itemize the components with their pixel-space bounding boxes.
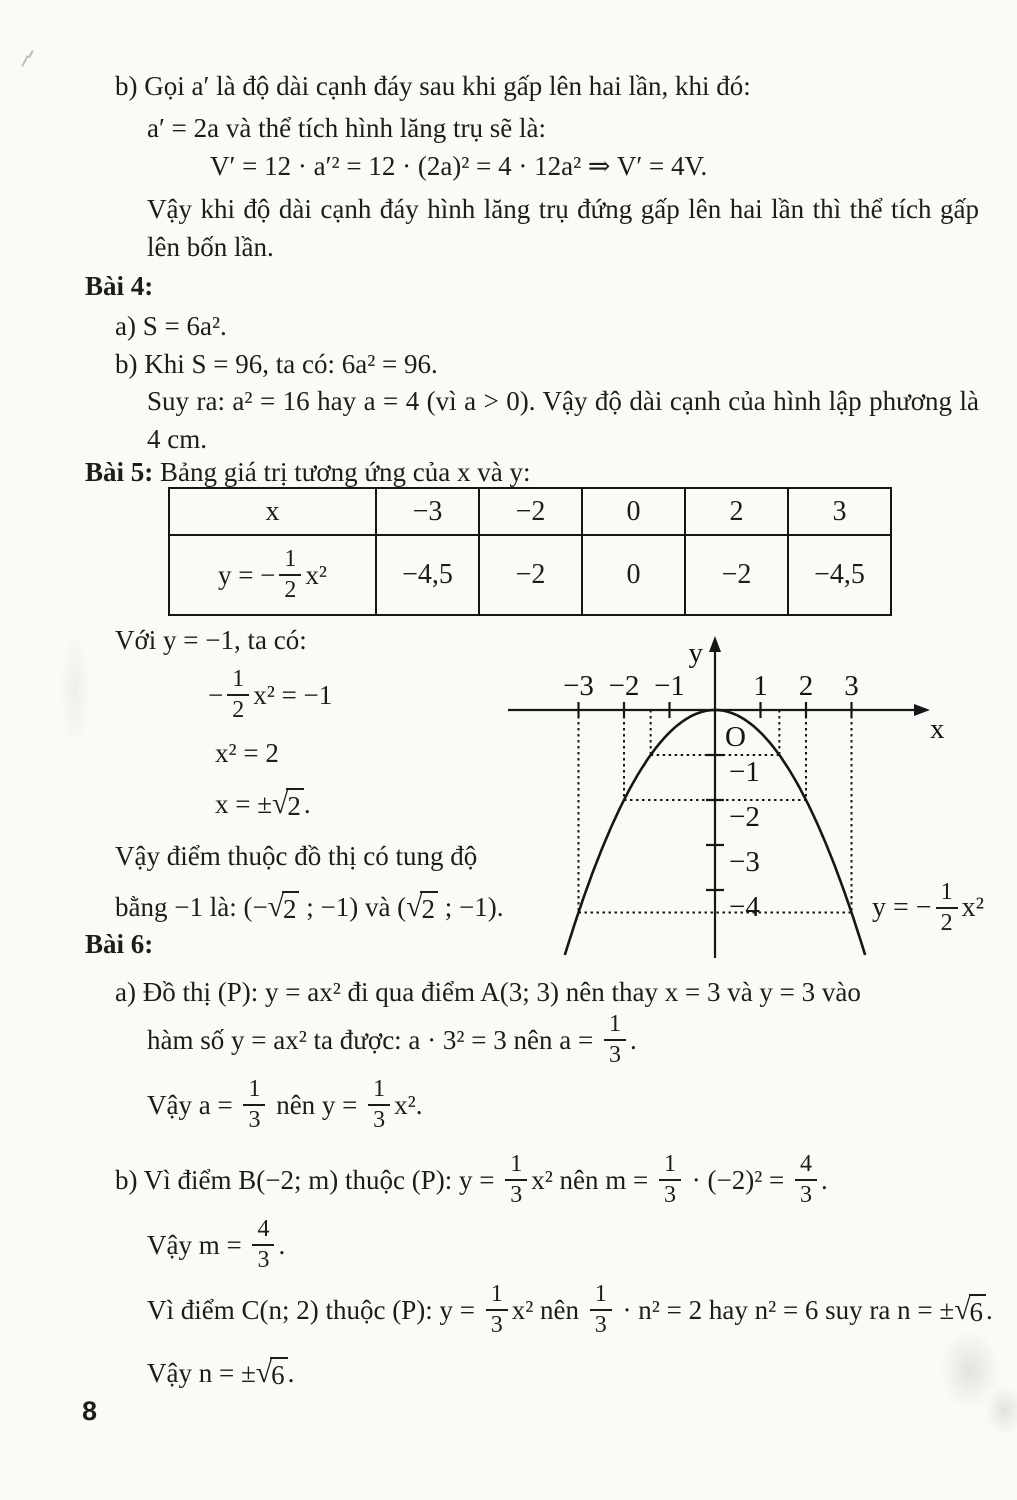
y-value-cell: −4,5: [788, 535, 891, 615]
text: nên y =: [269, 1089, 365, 1120]
fraction: [590, 1282, 612, 1338]
svg-text:2: 2: [798, 670, 814, 702]
numerator: 1: [284, 545, 297, 572]
numerator: 4: [800, 1150, 813, 1177]
text: b) Vì điểm B(−2; m) thuộc (P): y =: [115, 1164, 502, 1195]
numerator: 1: [232, 665, 245, 692]
text: · (−2)² =: [685, 1164, 792, 1195]
fraction: [659, 1152, 681, 1208]
fraction: [936, 880, 958, 936]
radicand: 2: [282, 891, 300, 923]
exercise-6-a2: [147, 1007, 637, 1073]
text: Vì điểm C(n; 2) thuộc (P): y =: [147, 1294, 482, 1325]
fraction: [486, 1282, 508, 1338]
svg-text:−2: −2: [608, 670, 640, 702]
solution-line-b3-formula: [210, 146, 707, 186]
denominator: 2: [936, 907, 958, 936]
svg-text:−3: −3: [563, 670, 594, 702]
text: x = ±: [215, 788, 273, 819]
text: x² nên m =: [531, 1164, 655, 1195]
exercise-6-heading: [85, 924, 153, 964]
denominator: 3: [795, 1179, 817, 1208]
text: ; −1) và (: [299, 891, 407, 922]
text: Vậy m =: [147, 1229, 249, 1260]
text: b) Khi S = 96, ta có: 6a² = 96.: [115, 348, 438, 379]
text: .: [303, 788, 311, 819]
text: y = −: [217, 559, 276, 590]
text: Vậy a =: [147, 1089, 240, 1120]
square-root: [406, 891, 438, 923]
svg-text:1: 1: [753, 670, 768, 702]
svg-text:3: 3: [844, 670, 859, 702]
x-value-cell: −2: [479, 488, 582, 535]
equation-2: [215, 733, 279, 773]
x-value-cell: 0: [582, 488, 685, 535]
table-row-x: [169, 488, 891, 535]
text: b) Gọi a′ là độ dài cạnh đáy sau khi gấp lên hai lần, khi đó:: [115, 70, 751, 101]
denominator: 3: [659, 1179, 681, 1208]
denominator: 3: [604, 1039, 626, 1068]
denominator: 3: [252, 1244, 274, 1273]
x-value-cell: −3: [376, 488, 479, 535]
denominator: 3: [368, 1104, 390, 1133]
square-root: [268, 891, 300, 923]
text: Vậy điểm thuộc đồ thị có tung độ: [115, 840, 478, 871]
conclusion-line-1: [115, 836, 477, 876]
denominator: 3: [243, 1104, 265, 1133]
solution-line-b2: [147, 108, 546, 148]
numerator: 1: [248, 1075, 261, 1102]
denominator: 3: [505, 1179, 527, 1208]
denominator: 2: [279, 574, 301, 603]
exercise-6-b4: [147, 1350, 294, 1396]
exercise-4-conclusion: Suy ra: a² = 16 hay a = 4 (vì a > 0). Vậy độ dài cạnh của hình lập phương là 4 cm.: [147, 386, 979, 454]
scan-smudge: [985, 1385, 1017, 1435]
text: x² nên: [511, 1294, 586, 1325]
radicand: 2: [420, 891, 438, 923]
denominator: 3: [590, 1309, 612, 1338]
table-row-y: [169, 535, 891, 615]
text: x² = 2: [215, 737, 279, 768]
exercise-4-a: [115, 306, 227, 346]
with-y-line: [115, 620, 307, 660]
y-value-cell: −2: [479, 535, 582, 615]
denominator: 3: [486, 1309, 508, 1338]
text: .: [986, 1294, 993, 1325]
text: a) S = 6a².: [115, 310, 227, 341]
exercise-6-b3: [147, 1277, 993, 1343]
y-value-cell: −4,5: [376, 535, 479, 615]
x-value-cell: 3: [788, 488, 891, 535]
denominator: 2: [227, 694, 249, 723]
heading-text: Bài 5:: [85, 456, 154, 487]
curve-equation-label: [872, 876, 984, 940]
numerator: 1: [608, 1010, 621, 1037]
fraction: [604, 1012, 626, 1068]
radical-sign: √: [255, 1356, 273, 1389]
numerator: 1: [510, 1150, 523, 1177]
heading-intro: Bảng giá trị tương ứng của x và y:: [153, 456, 531, 487]
text: .: [287, 1357, 295, 1388]
fraction: [227, 667, 249, 723]
radicand: 6: [969, 1294, 987, 1326]
y-function-cell: [169, 535, 376, 615]
heading-text: Bài 6:: [85, 928, 154, 959]
exercise-6-a1: [115, 972, 861, 1012]
numerator: 1: [664, 1150, 676, 1177]
exercise-4-heading: [85, 266, 153, 306]
value-table: [168, 487, 892, 616]
fraction: [252, 1217, 274, 1273]
text: x² = −1: [253, 679, 333, 710]
fraction: [505, 1152, 527, 1208]
radicand: 6: [270, 1357, 288, 1389]
page-number: 8: [82, 1396, 98, 1426]
square-root: [256, 1357, 288, 1389]
svg-text:−2: −2: [729, 801, 760, 833]
y-value-cell: 0: [582, 535, 685, 615]
numerator: 1: [490, 1280, 503, 1307]
numerator: 1: [373, 1075, 386, 1102]
exercise-6-a3: [147, 1072, 423, 1138]
square-root: [954, 1294, 986, 1326]
numerator: 1: [594, 1280, 607, 1307]
text: −: [208, 679, 224, 710]
svg-text:x: x: [930, 713, 945, 745]
text: Với y = −1, ta có:: [115, 624, 307, 655]
numerator: 4: [257, 1215, 270, 1242]
x-value-cell: 2: [685, 488, 788, 535]
exercise-5-heading: [85, 452, 531, 492]
svg-text:O: O: [725, 721, 746, 753]
text: ; −1).: [437, 891, 504, 922]
svg-text:−1: −1: [654, 670, 685, 702]
y-value-cell: −2: [685, 535, 788, 615]
solution-para-b4: Vậy khi độ dài cạnh đáy hình lăng trụ đứng gấp lên hai lần thì thể tích gấp lên bốn lần.: [147, 194, 979, 262]
svg-text:y: y: [688, 637, 703, 669]
equation-3: [215, 781, 311, 827]
radical-sign: √: [954, 1293, 971, 1326]
radical-sign: √: [267, 890, 284, 923]
solution-line-b1: [115, 66, 751, 106]
fraction: [795, 1152, 817, 1208]
scan-smudge: [60, 630, 90, 750]
text: Vậy n = ±: [147, 1357, 256, 1388]
text: hàm số y = ax² ta được: a · 3² = 3 nên a =: [147, 1024, 600, 1055]
exercise-6-b2: [147, 1212, 285, 1278]
exercise-6-b1: [115, 1147, 828, 1213]
svg-text:−3: −3: [729, 846, 760, 878]
text: · n² = 2 hay n² = 6 suy ra n = ±: [615, 1294, 955, 1325]
radical-sign: √: [406, 890, 423, 923]
formula-text: V′ = 12 · a′² = 12 · (2a)² = 4 · 12a² ⇒ V′ = 4V.: [210, 150, 708, 181]
fraction: [368, 1077, 390, 1133]
text: bằng −1 là: (−: [115, 891, 268, 922]
numerator: 1: [940, 878, 953, 905]
svg-text:−4: −4: [729, 891, 760, 923]
text: x²: [961, 892, 984, 923]
conclusion-line-2: [115, 884, 503, 930]
svg-text:−1: −1: [729, 756, 760, 788]
text: .: [278, 1229, 286, 1260]
radicand: 2: [286, 788, 304, 820]
text: a′ = 2a và thể tích hình lăng trụ sẽ là:: [147, 112, 547, 143]
equation-1: [208, 662, 332, 728]
fraction: [279, 547, 301, 603]
stray-mark: [28, 50, 34, 58]
text: .: [821, 1164, 828, 1195]
text: x²: [305, 559, 328, 590]
fraction: [243, 1077, 265, 1133]
radical-sign: √: [272, 787, 289, 820]
text: y = −: [872, 892, 932, 923]
text: .: [629, 1024, 637, 1055]
heading-text: Bài 4:: [85, 270, 154, 301]
y-function-label: [170, 547, 375, 603]
exercise-4-b: [115, 344, 438, 384]
table-header-x: x: [169, 488, 376, 535]
text: a) Đồ thị (P): y = ax² đi qua điểm A(3; 3) nên thay x = 3 và y = 3 vào: [115, 976, 861, 1007]
text: x².: [394, 1089, 423, 1120]
square-root: [272, 788, 304, 820]
